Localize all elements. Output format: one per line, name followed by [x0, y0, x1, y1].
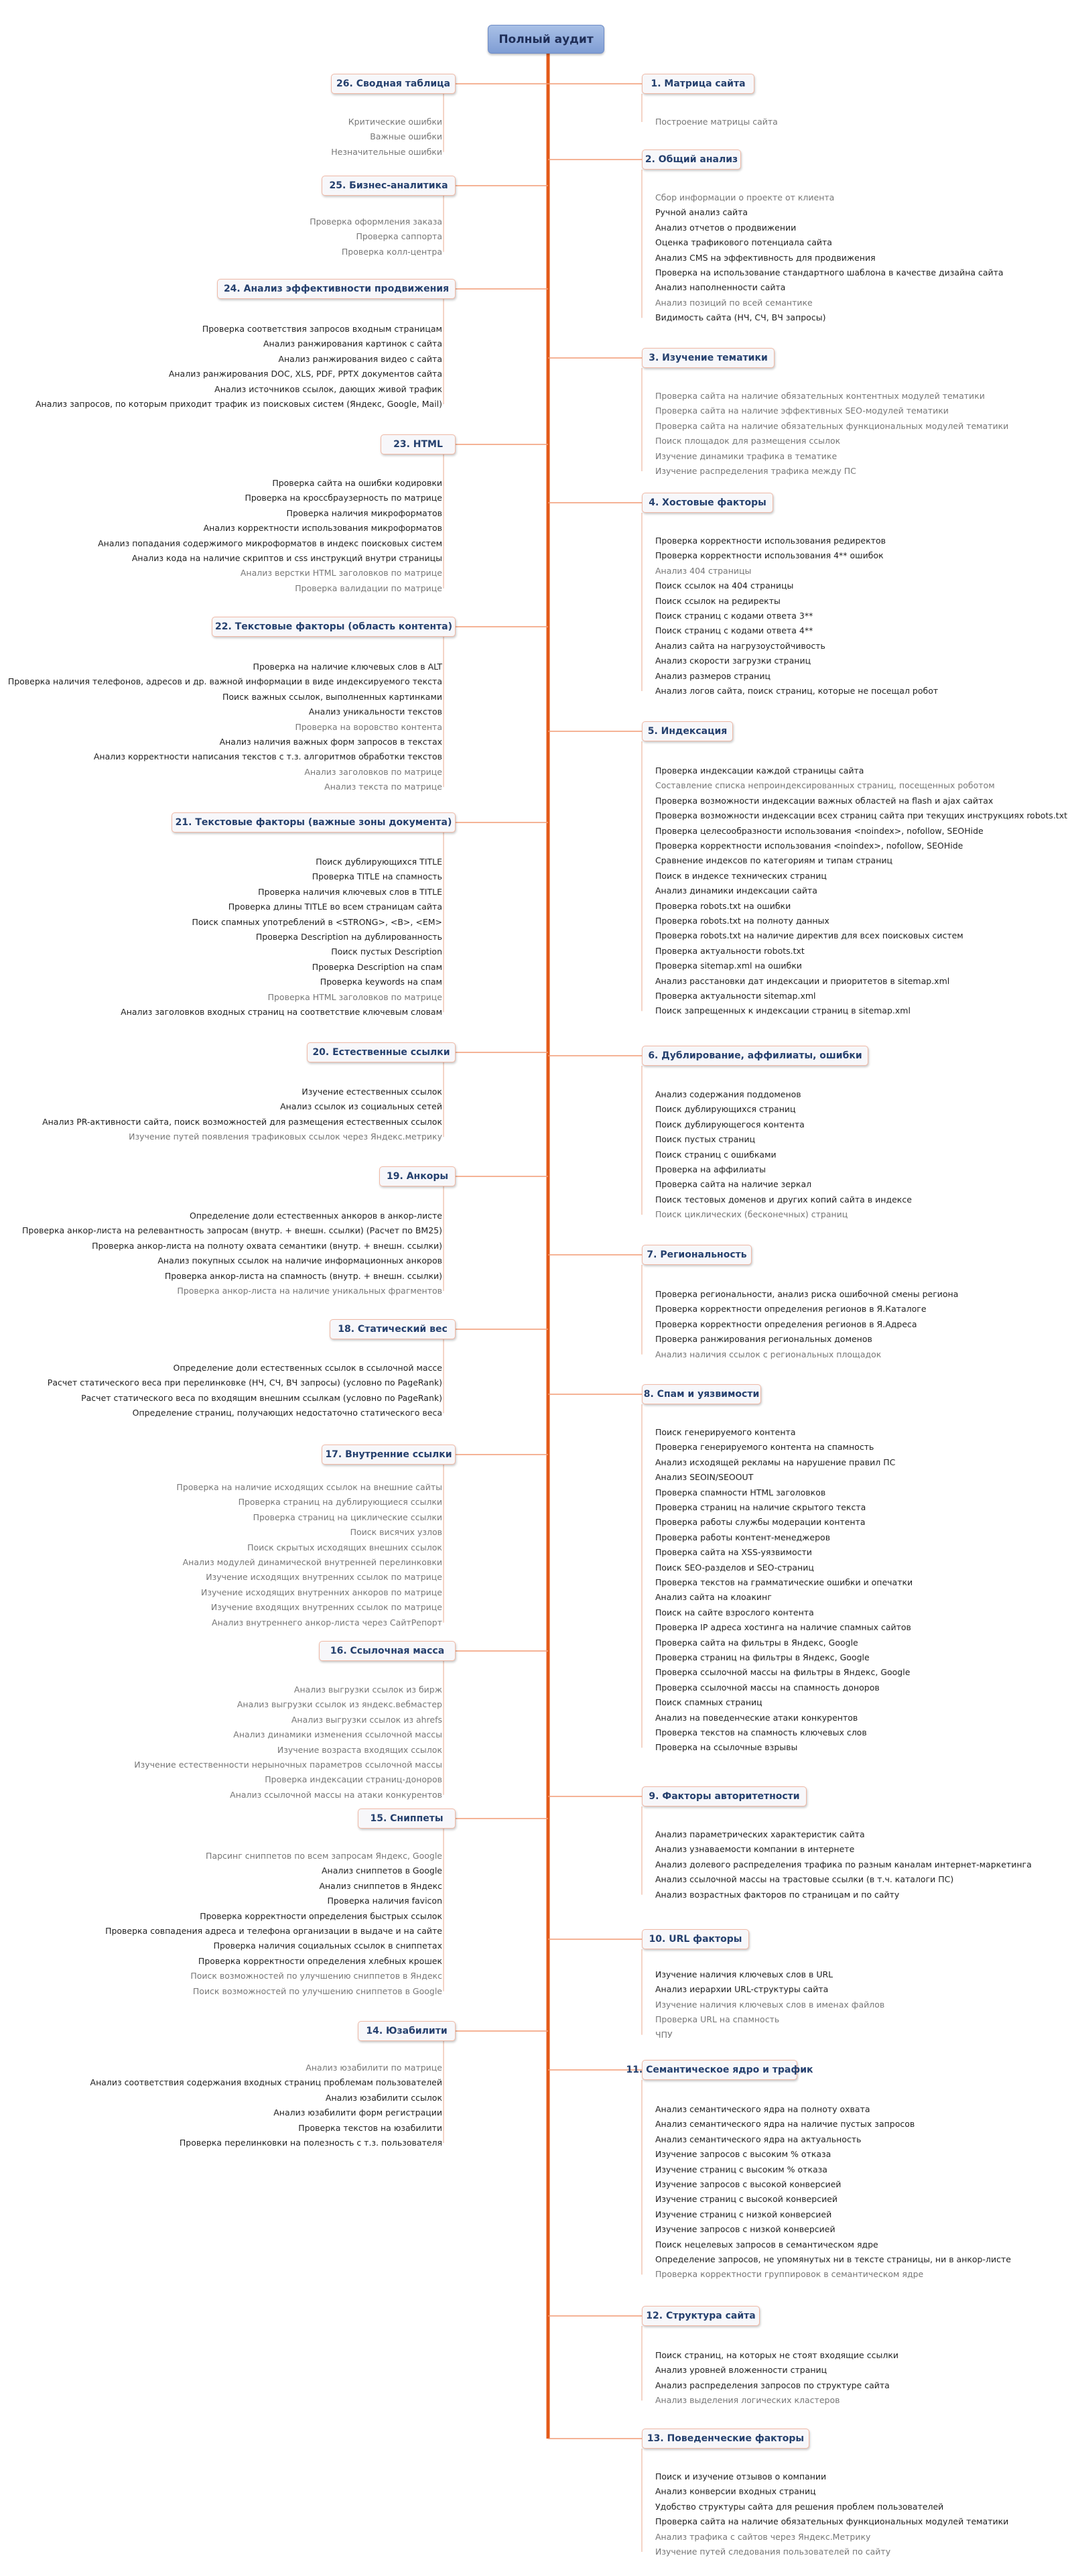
right-item[interactable]: Проверка на ссылочные взрывы [655, 1742, 798, 1753]
right-item[interactable]: Проверка ссылочной массы на спамность доноров [655, 1682, 880, 1693]
right-item[interactable]: Сбор информации о проекте от клиента [655, 192, 835, 202]
left-item[interactable]: Проверка наличия favicon [327, 1896, 442, 1906]
right-category-node[interactable] [642, 2429, 809, 2449]
left-item[interactable]: Проверка корректности определения быстрых ссылок [200, 1910, 442, 1921]
left-item[interactable]: Анализ наличия важных форм запросов в текстах [219, 737, 442, 747]
left-item[interactable]: Изучение естественности нерыночных параметров ссылочной массы [134, 1760, 442, 1770]
right-item[interactable]: Анализ позиций по всей семантике [655, 297, 813, 308]
right-item[interactable]: Проверка возможности индексации важных областей на flash и ajax сайтах [655, 795, 994, 806]
category-title: 14. Юзабилити [366, 2026, 448, 2036]
right-item[interactable]: Проверка IP адреса хостинга на наличие спамных сайтов [655, 1622, 911, 1633]
category-title: 11. Семантическое ядро и трафик [626, 2065, 813, 2075]
left-category-node[interactable] [322, 176, 456, 196]
left-item[interactable]: Критические ошибки [348, 117, 442, 127]
left-category-node[interactable] [331, 74, 456, 94]
category-title: 24. Анализ эффективности продвижения [223, 284, 450, 294]
right-item[interactable]: Проверка страниц на наличие скрытого текста [655, 1502, 866, 1512]
right-category-node[interactable] [642, 721, 733, 741]
left-item[interactable]: Изучение исходящих внутренних анкоров по матрице [201, 1587, 442, 1597]
left-item[interactable]: Проверка сайта на ошибки кодировки [272, 478, 442, 488]
right-item[interactable]: Проверка текстов на спамность ключевых слов [655, 1727, 867, 1737]
category-title: 26. Сводная таблица [336, 78, 450, 89]
category-title: 6. Дублирование, аффилиаты, ошибки [648, 1050, 862, 1061]
right-category-node[interactable] [642, 1046, 868, 1066]
left-item[interactable]: Анализ корректности использования микроформатов [203, 523, 442, 534]
root-title: Полный аудит [498, 32, 594, 46]
right-item[interactable]: Поиск SEO-разделов и SEO-страниц [655, 1562, 814, 1573]
category-title: 20. Естественные ссылки [312, 1047, 450, 1058]
left-item[interactable]: Определение страниц, получающих недостаточно статического веса [132, 1408, 442, 1418]
right-item[interactable]: Анализ исходящей рекламы на нарушение правил ПС [655, 1457, 896, 1467]
right-item[interactable]: Изучение страниц с высокой конверсией [655, 2194, 838, 2205]
left-item[interactable]: Проверка Description на спам [312, 961, 442, 972]
right-item[interactable]: Поиск страниц с кодами ответа 3** [655, 611, 813, 621]
left-item[interactable]: Проверка совпадения адреса и телефона организации в выдаче и на сайте [105, 1926, 442, 1936]
left-item[interactable]: Проверка индексации страниц-доноров [265, 1774, 442, 1785]
right-item[interactable]: Построение матрицы сайта [655, 117, 778, 127]
right-item[interactable]: Проверка на аффилиаты [655, 1164, 766, 1174]
right-item[interactable]: Проверка URL на спамность [655, 2014, 780, 2025]
left-item[interactable]: Поиск спамных употреблений в <STRONG>, <B>, <EM> [192, 916, 442, 927]
right-item[interactable]: Анализ расстановки дат индексации и приоритетов в sitemap.xml [655, 975, 950, 986]
left-item[interactable]: Анализ PR-активности сайта, поиск возможностей для размещения естественных ссылок [42, 1116, 442, 1127]
right-item[interactable]: Проверка robots.txt на полноту данных [655, 916, 829, 926]
left-item[interactable]: Анализ корректности написания текстов с т.з. алгоритмов обработки текстов [93, 751, 442, 762]
left-item[interactable]: Анализ соответствия содержания входных страниц проблемам пользователей [90, 2077, 442, 2088]
right-item[interactable]: Анализ конверсии входных страниц [655, 2486, 816, 2497]
category-title: 4. Хостовые факторы [649, 497, 766, 508]
right-item[interactable]: Анализ семантического ядра на наличие пустых запросов [655, 2119, 915, 2130]
right-item[interactable]: Анализ сайта на нагрузоустойчивость [655, 640, 825, 651]
left-category-node[interactable] [212, 617, 456, 637]
right-item[interactable]: Проверка страниц на фильтры в Яндекс, Google [655, 1652, 870, 1662]
right-item[interactable]: Анализ долевого распределения трафика по разным каналам интернет-маркетинга [655, 1859, 1032, 1869]
left-item[interactable]: Проверка наличия ключевых слов в TITLE [258, 886, 442, 897]
left-item[interactable]: Проверка наличия микроформатов [286, 507, 442, 518]
left-item[interactable]: Анализ юзабилити ссылок [325, 2092, 442, 2103]
right-item[interactable]: Поиск страниц, на которых не стоят входящие ссылки [655, 2350, 899, 2360]
left-item[interactable]: Проверка саппорта [356, 231, 442, 242]
left-item[interactable]: Поиск скрытых исходящих внешних ссылок [247, 1542, 442, 1552]
right-item[interactable]: Ручной анализ сайта [655, 207, 748, 218]
right-item[interactable]: Поиск страниц с ошибками [655, 1149, 777, 1160]
right-item[interactable]: Изучение путей следования пользователей по сайту [655, 2547, 891, 2557]
left-item[interactable]: Анализ выгрузки ссылок из бирж [293, 1684, 442, 1695]
right-category-node[interactable] [642, 348, 775, 368]
left-item[interactable]: Анализ сниппетов в Google [321, 1865, 442, 1876]
right-item[interactable]: Проверка возможности индексации всех страниц сайта при текущих инструкциях robots.txt [655, 810, 1067, 821]
left-item[interactable]: Проверка наличия социальных ссылок в сниппетах [213, 1941, 442, 1951]
right-item[interactable]: Проверка robots.txt на наличие директив для всех поисковых систем [655, 930, 963, 941]
left-item[interactable]: Анализ попадания содержимого микроформатов в индекс поисковых систем [98, 538, 442, 548]
left-item[interactable]: Анализ запросов, по которым приходит трафик из поисковых систем (Яндекс, Google, Mail) [36, 399, 442, 409]
left-item[interactable]: Анализ внутреннего анкор-листа через СайтРепорт [212, 1617, 442, 1628]
right-item[interactable]: Проверка работы службы модерации контента [655, 1517, 866, 1528]
left-item[interactable]: Анализ ранжирования картинок с сайта [263, 339, 442, 349]
category-title: 12. Структура сайта [646, 2311, 756, 2321]
left-item[interactable]: Анализ динамики изменения ссылочной массы [233, 1729, 442, 1740]
left-item[interactable]: Анализ ссылочной массы на атаки конкурентов [230, 1789, 442, 1800]
right-item[interactable]: Поиск в индексе технических страниц [655, 870, 827, 881]
left-item[interactable]: Анализ выгрузки ссылок из ahrefs [291, 1714, 442, 1725]
left-item[interactable]: Проверка анкор-листа на спамность (внутр. + внешн. ссылки) [164, 1270, 442, 1281]
left-category-node[interactable] [172, 812, 456, 833]
left-item[interactable]: Анализ кода на наличие скриптов и css инструкций внутри страницы [131, 553, 442, 563]
right-item[interactable]: Проверка sitemap.xml на ошибки [655, 961, 802, 971]
category-title: 13. Поведенческие факторы [647, 2433, 805, 2444]
left-item[interactable]: Проверка текстов на юзабилити [298, 2122, 442, 2133]
left-item[interactable]: Проверка HTML заголовков по матрице [267, 991, 442, 1002]
right-item[interactable]: Проверка региональности, анализ риска ошибочной смены региона [655, 1289, 959, 1299]
category-title: 19. Анкоры [387, 1171, 448, 1182]
category-title: 9. Факторы авторитетности [649, 1791, 800, 1802]
left-item[interactable]: Проверка на наличие ключевых слов в ALT [253, 662, 442, 672]
left-item[interactable]: Проверка на наличие исходящих ссылок на внешние сайты [176, 1482, 442, 1492]
right-item[interactable]: Поиск на сайте взрослого контента [655, 1607, 814, 1617]
left-item[interactable]: Проверка Description на дублированность [255, 932, 442, 942]
right-category-node[interactable] [642, 1384, 761, 1404]
right-item[interactable]: Изучение запросов с низкой конверсией [655, 2224, 835, 2235]
left-item[interactable]: Проверка страниц на циклические ссылки [253, 1512, 442, 1522]
right-item[interactable]: Изучение страниц с низкой конверсией [655, 2209, 832, 2219]
right-item[interactable]: Изучение динамики трафика в тематике [655, 450, 838, 461]
left-category-node[interactable] [379, 1166, 456, 1186]
right-item[interactable]: Изучение наличия ключевых слов в именах файлов [655, 1999, 885, 2010]
left-item[interactable]: Анализ источников ссылок, дающих живой трафик [214, 383, 442, 394]
right-item[interactable]: Определение запросов, не упомянутых ни в тексте страницы, ни в анкор-листе [655, 2254, 1011, 2264]
right-item[interactable]: Анализ CMS на эффективность для продвижения [655, 252, 876, 263]
right-item[interactable]: Видимость сайта (НЧ, СЧ, ВЧ запросы) [655, 312, 826, 323]
right-item[interactable]: Анализ отчетов о продвижении [655, 222, 797, 233]
right-item[interactable]: Анализ логов сайта, поиск страниц, которые не посещал робот [655, 686, 939, 696]
left-item[interactable]: Проверка колл-центра [341, 246, 442, 257]
right-item[interactable]: Анализ динамики индексации сайта [655, 885, 817, 896]
right-item[interactable]: Проверка сайта на наличие обязательных функциональных модулей тематики [655, 2516, 1009, 2527]
left-item[interactable]: Поиск пустых Description [331, 946, 442, 957]
right-category-node[interactable] [642, 493, 773, 513]
left-item[interactable]: Анализ юзабилити форм регистрации [273, 2107, 442, 2118]
category-title: 5. Индексация [647, 726, 728, 737]
left-item[interactable]: Расчет статического веса по входящим внешним ссылкам (условно по PageRank) [81, 1392, 442, 1403]
right-category-node[interactable] [642, 2306, 760, 2326]
left-item[interactable]: Важные ошибки [370, 131, 442, 142]
right-item[interactable]: Проверка корректности использования 4** ошибок [655, 550, 884, 561]
left-item[interactable]: Анализ модулей динамической внутренней перелинковки [182, 1557, 442, 1567]
root-node-full-audit[interactable] [488, 25, 604, 54]
left-item[interactable]: Парсинг сниппетов по всем запросам Яндекс, Google [206, 1851, 442, 1861]
right-item[interactable]: Проверка сайта на XSS-уязвимости [655, 1547, 812, 1558]
right-item[interactable]: Поиск генерируемого контента [655, 1427, 796, 1437]
left-item[interactable]: Поиск важных ссылок, выполненных картинками [222, 691, 442, 702]
left-item[interactable]: Анализ текста по матрице [324, 782, 442, 792]
right-category-node[interactable] [642, 74, 754, 94]
right-item[interactable]: Изучение наличия ключевых слов в URL [655, 1969, 833, 1979]
right-item[interactable]: Поиск ссылок на редиректы [655, 595, 781, 606]
left-category-node[interactable] [381, 434, 456, 454]
right-item[interactable]: Анализ распределения запросов по структуре сайта [655, 2380, 890, 2390]
right-item[interactable]: Проверка корректности определения регионов в Я.Адреса [655, 1318, 917, 1329]
right-item[interactable]: Проверка на использование стандартного шаблона в качестве дизайна сайта [655, 267, 1004, 278]
left-item[interactable]: Проверка корректности определения хлебных крошек [198, 1955, 442, 1966]
right-item[interactable]: Анализ размеров страниц [655, 670, 770, 681]
left-item[interactable]: Анализ сниппетов в Яндекс [319, 1880, 442, 1891]
left-item[interactable]: Проверка анкор-листа на релевантность запросам (внутр. + внешн. ссылки) (Расчет по BM25) [22, 1225, 442, 1236]
left-item[interactable]: Определение доли естественных ссылок в ссылочной массе [173, 1363, 442, 1373]
right-item[interactable]: Изучение запросов с высоким % отказа [655, 2149, 831, 2160]
left-item[interactable]: Проверка наличия телефонов, адресов и др. важной информации в виде индексируемого текста [7, 676, 442, 687]
left-item[interactable]: Поиск возможностей по улучшению сниппетов в Яндекс [190, 1971, 442, 1981]
category-title: 8. Спам и уязвимости [643, 1389, 760, 1400]
right-item[interactable]: ЧПУ [655, 2029, 673, 2040]
left-item[interactable]: Анализ юзабилити по матрице [306, 2063, 442, 2073]
right-item[interactable]: Проверка индексации каждой страницы сайта [655, 765, 864, 776]
left-category-node[interactable] [307, 1042, 456, 1062]
right-item[interactable]: Поиск и изучение отзывов о компании [655, 2471, 827, 2481]
right-item[interactable]: Анализ 404 страницы [655, 565, 752, 576]
right-item[interactable]: Проверка ссылочной массы на фильтры в Яндекс, Google [655, 1667, 911, 1678]
right-item[interactable]: Анализ наличия ссылок с региональных площадок [655, 1349, 882, 1359]
right-item[interactable]: Поиск запрещенных к индексации страниц в sitemap.xml [655, 1005, 911, 1016]
right-category-node[interactable] [642, 1245, 752, 1265]
right-item[interactable]: Проверка актуальности robots.txt [655, 945, 805, 956]
right-item[interactable]: Проверка корректности определения регионов в Я.Каталоге [655, 1304, 927, 1314]
right-item[interactable]: Анализ семантического ядра на актуальность [655, 2134, 862, 2144]
left-item[interactable]: Поиск висячих узлов [350, 1527, 442, 1538]
right-item[interactable]: Сравнение индексов по категориям и типам страниц [655, 855, 893, 866]
category-title: 15. Сниппеты [370, 1813, 444, 1824]
category-title: 10. URL факторы [649, 1934, 742, 1945]
left-item[interactable]: Поиск возможностей по улучшению сниппетов в Google [192, 1985, 442, 1996]
left-item[interactable]: Анализ заголовков входных страниц на соответствие ключевым словам [121, 1007, 442, 1017]
left-item[interactable]: Анализ уникальности текстов [308, 707, 442, 717]
left-item[interactable]: Проверка валидации по матрице [295, 582, 442, 593]
left-item[interactable]: Расчет статического веса при перелинковке (НЧ, СЧ, ВЧ запросы) (условно по PageRank) [47, 1377, 442, 1388]
right-item[interactable]: Проверка ранжирования региональных доменов [655, 1334, 872, 1345]
left-item[interactable]: Изучение входящих внутренних ссылок по матрице [210, 1602, 442, 1613]
right-item[interactable]: Поиск тестовых доменов и других копий сайта в индексе [655, 1194, 912, 1205]
right-category-node[interactable] [642, 1929, 749, 1949]
right-item[interactable]: Анализ ссылочной массы на трастовые ссылки (в т.ч. каталоги ПС) [655, 1874, 954, 1885]
right-item[interactable]: Проверка генерируемого контента на спамность [655, 1442, 874, 1453]
left-category-node[interactable] [319, 1641, 456, 1661]
left-item[interactable]: Незначительные ошибки [331, 146, 442, 157]
left-item[interactable]: Изучение возраста входящих ссылок [277, 1744, 442, 1755]
category-title: 18. Статический вес [338, 1324, 448, 1335]
left-category-node[interactable] [330, 1319, 456, 1339]
right-item[interactable]: Проверка корректности использования <noindex>, nofollow, SEOHide [655, 841, 963, 851]
right-item[interactable]: Анализ скорости загрузки страниц [655, 656, 811, 666]
right-item[interactable]: Анализ параметрических характеристик сайта [655, 1829, 865, 1839]
right-item[interactable]: Анализ трафика с сайтов через Яндекс.Метрику [655, 2531, 871, 2542]
right-category-node[interactable] [626, 2060, 813, 2080]
left-category-node[interactable] [358, 1808, 456, 1829]
category-title: 21. Текстовые факторы (важные зоны документа) [175, 817, 452, 828]
right-item[interactable]: Поиск ссылок на 404 страницы [655, 580, 794, 591]
left-item[interactable]: Проверка страниц на дублирующиеся ссылки [238, 1497, 442, 1508]
left-item[interactable]: Проверка keywords на спам [320, 977, 442, 987]
category-title: 3. Изучение тематики [649, 353, 768, 363]
right-item[interactable]: Изучение страниц с высоким % отказа [655, 2164, 827, 2174]
left-item[interactable]: Поиск дублирующихся TITLE [316, 857, 442, 867]
left-item[interactable]: Анализ ссылок из социальных сетей [280, 1101, 442, 1112]
right-item[interactable]: Составление списка непроиндексированных страниц, посещенных роботом [655, 780, 995, 791]
right-item[interactable]: Анализ иерархии URL-структуры сайта [655, 1984, 829, 1995]
left-item[interactable]: Проверка оформления заказа [310, 217, 442, 227]
right-item[interactable]: Проверка работы контент-менеджеров [655, 1532, 831, 1542]
right-item[interactable]: Поиск дублирующихся страниц [655, 1104, 796, 1115]
right-category-node[interactable] [642, 1786, 807, 1806]
right-item[interactable]: Удобство структуры сайта для решения проблем пользователей [655, 2501, 944, 2512]
right-item[interactable]: Изучение запросов с высокой конверсией [655, 2179, 842, 2189]
right-item[interactable]: Анализ возрастных факторов по страницам и по сайту [655, 1889, 900, 1900]
category-title: 25. Бизнес-аналитика [329, 180, 448, 191]
right-item[interactable]: Анализ наполненности сайта [655, 282, 786, 293]
left-category-node[interactable] [217, 279, 456, 299]
left-item[interactable]: Проверка TITLE на спамность [312, 871, 442, 882]
left-item[interactable]: Анализ покупных ссылок на наличие информационных анкоров [157, 1255, 442, 1266]
right-item[interactable]: Анализ уровней вложенности страниц [655, 2365, 827, 2376]
right-item[interactable]: Проверка спамности HTML заголовков [655, 1487, 826, 1497]
right-item[interactable]: Анализ сайта на клоакинг [655, 1592, 772, 1603]
right-item[interactable]: Поиск площадок для размещения ссылок [655, 436, 841, 446]
left-item[interactable]: Изучение естественных ссылок [302, 1087, 442, 1097]
right-item[interactable]: Оценка трафикового потенциала сайта [655, 237, 832, 248]
left-item[interactable]: Проверка анкор-листа на наличие уникальных фрагментов [177, 1286, 442, 1296]
right-item[interactable]: Проверка текстов на грамматические ошибки и опечатки [655, 1577, 913, 1587]
right-item[interactable]: Анализ выделения логических кластеров [655, 2395, 840, 2406]
left-item[interactable]: Анализ ранжирования DOC, XLS, PDF, PPTX документов сайта [168, 369, 442, 379]
right-item[interactable]: Проверка сайта на наличие эффективных SEO-модулей тематики [655, 406, 949, 416]
category-title: 1. Матрица сайта [651, 78, 746, 89]
right-item[interactable]: Анализ семантического ядра на полноту охвата [655, 2104, 870, 2114]
right-item[interactable]: Изучение распределения трафика между ПС [655, 466, 856, 476]
right-item[interactable]: Анализ узнаваемости компании в интернете [655, 1844, 855, 1855]
right-item[interactable]: Проверка целесообразности использования <noindex>, nofollow, SEOHide [655, 825, 984, 836]
left-category-node[interactable] [322, 1445, 456, 1465]
right-item[interactable]: Поиск страниц с кодами ответа 4** [655, 625, 813, 636]
right-item[interactable]: Проверка корректности группировок в семантическом ядре [655, 2269, 924, 2280]
left-item[interactable]: Изучение путей появления трафиковых ссылок через Яндекс.метрику [129, 1131, 442, 1142]
right-item[interactable]: Поиск спамных страниц [655, 1697, 762, 1708]
left-item[interactable]: Изучение исходящих внутренних ссылок по матрице [206, 1572, 442, 1583]
right-category-node[interactable] [642, 149, 741, 170]
left-category-node[interactable] [358, 2021, 456, 2041]
category-title: 7. Региональность [647, 1249, 747, 1260]
category-title: 22. Текстовые факторы (область контента) [215, 621, 452, 632]
left-item[interactable]: Анализ заголовков по матрице [304, 766, 442, 777]
category-title: 2. Общий анализ [645, 154, 738, 165]
left-item[interactable]: Проверка анкор-листа на полноту охвата семантики (внутр. + внешн. ссылки) [92, 1240, 442, 1251]
category-title: 23. HTML [393, 439, 443, 450]
right-item[interactable]: Поиск нецелевых запросов в семантическом ядре [655, 2239, 878, 2250]
right-item[interactable]: Проверка корректности использования редиректов [655, 536, 886, 546]
left-item[interactable]: Проверка перелинковки на полезность с т.з. пользователя [179, 2138, 442, 2148]
category-title: 16. Ссылочная масса [330, 1646, 445, 1656]
right-item[interactable]: Проверка сайта на наличие обязательных контентных модулей тематики [655, 391, 985, 401]
right-item[interactable]: Анализ SEOIN/SEOOUT [655, 1472, 754, 1483]
right-item[interactable]: Проверка сайта на наличие обязательных функциональных модулей тематики [655, 420, 1009, 431]
right-item[interactable]: Проверка сайта на наличие зеркал [655, 1179, 812, 1190]
category-title: 17. Внутренние ссылки [325, 1449, 452, 1460]
right-item[interactable]: Анализ на поведенческие атаки конкурентов [655, 1712, 858, 1723]
right-item[interactable]: Проверка актуальности sitemap.xml [655, 991, 816, 1001]
left-item[interactable]: Анализ ранжирования видео с сайта [278, 353, 442, 364]
right-item[interactable]: Анализ содержания поддоменов [655, 1089, 801, 1099]
left-item[interactable]: Определение доли естественных анкоров в анкор-листе [189, 1211, 442, 1221]
left-item[interactable]: Проверка на воровство контента [295, 721, 442, 732]
right-item[interactable]: Проверка сайта на фильтры в Яндекс, Google [655, 1637, 858, 1648]
right-item[interactable]: Проверка robots.txt на ошибки [655, 900, 791, 911]
right-item[interactable]: Поиск дублирующегося контента [655, 1119, 805, 1129]
left-item[interactable]: Анализ верстки HTML заголовков по матрице [240, 568, 442, 578]
left-item[interactable]: Проверка на кроссбраузерность по матрице [245, 493, 442, 503]
right-item[interactable]: Поиск циклических (бесконечных) страниц [655, 1209, 848, 1220]
left-item[interactable]: Анализ выгрузки ссылок из яндекс.вебмастер [237, 1699, 442, 1710]
left-item[interactable]: Проверка соответствия запросов входным страницам [202, 324, 442, 334]
left-item[interactable]: Проверка длины TITLE во всем страницам сайта [228, 902, 442, 912]
right-item[interactable]: Поиск пустых страниц [655, 1134, 756, 1145]
